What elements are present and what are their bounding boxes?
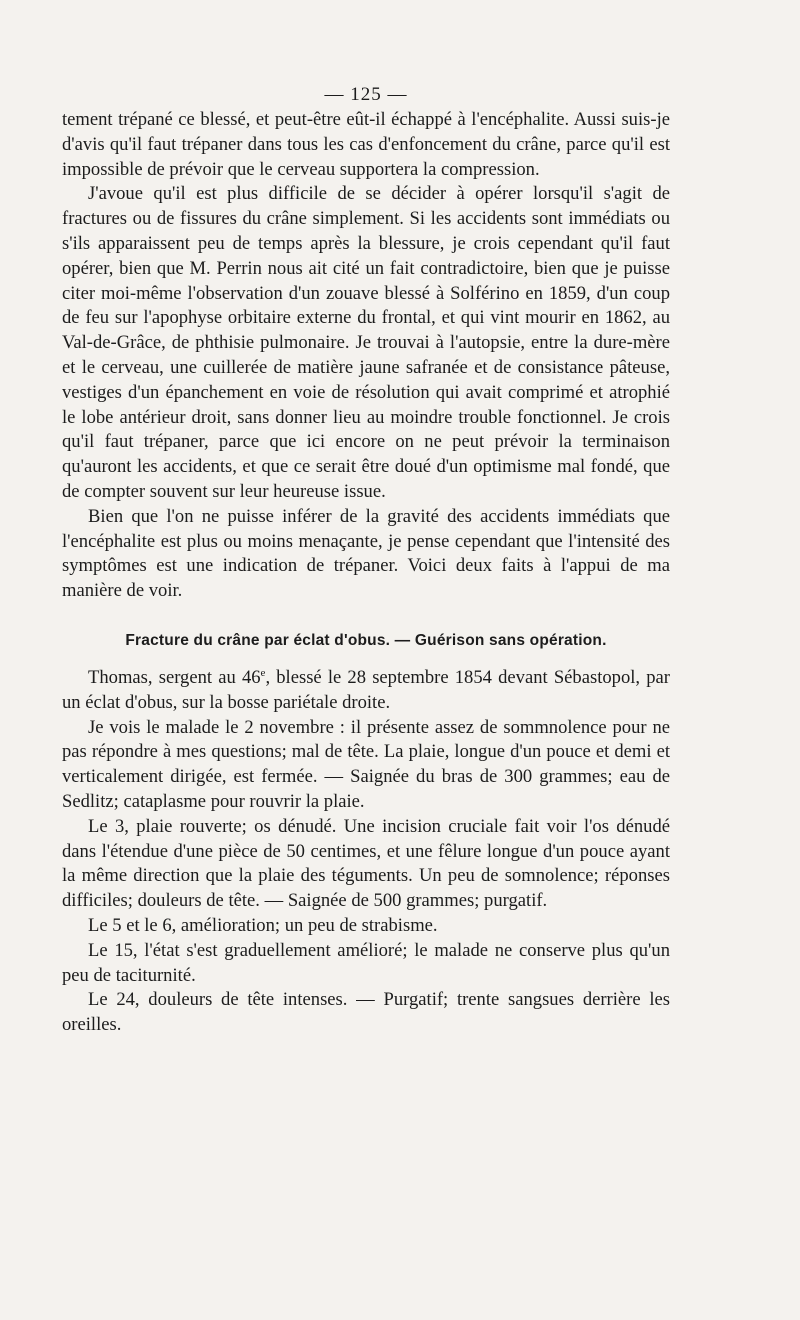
case-entry-day5-6: Le 5 et le 6, amélioration; un peu de strabisme. bbox=[88, 914, 438, 936]
case-intro-paragraph bbox=[62, 666, 670, 716]
section-heading: Fracture du crâne par éclat d'obus. — Guérison sans opération. bbox=[125, 631, 607, 649]
case-entry-day3: Le 3, plaie rouverte; os dénudé. Une incision cruciale fait voir l'os dénudé dans l'étendue d'une pièce de 50 centimes, et une fêlure longue d'un pouce ayant la même direction que la plaie des téguments. Un peu de somnolence; réponses difficiles; douleurs de tête. — Saignée de 500 grammes; purgatif. bbox=[62, 815, 670, 912]
page-number: — 125 — bbox=[324, 84, 408, 105]
paragraph-indication: Bien que l'on ne puisse inférer de la gravité des accidents immédiats que l'encéphalite est plus ou moins menaçante, je pense cependant que l'intensité des symptômes est une indication de trépaner. Voici deux faits à l'appui de ma manière de voir. bbox=[62, 505, 670, 602]
case-entry-day15: Le 15, l'état s'est graduellement amélioré; le malade ne conserve plus qu'un peu de taciturnité. bbox=[62, 939, 670, 986]
case-entry-nov2: Je vois le malade le 2 novembre : il présente assez de sommnolence pour ne pas répondre à mes questions; mal de tête. La plaie, longue d'un pouce et demi et verticalement dirigée, est fermée. — Saignée du bras de 300 grammes; eau de Sedlitz; cataplasme pour rouvrir la plaie. bbox=[62, 716, 670, 812]
paragraph-continuation: tement trépané ce blessé, et peut-être eût-il échappé à l'encéphalite. Aussi suis-je d'avis qu'il faut trépaner dans tous les cas d'enfoncement du crâne, parce qu'il est impossible de prévoir que le cerveau supportera la compression. bbox=[62, 109, 670, 180]
paragraph-fractures: J'avoue qu'il est plus difficile de se décider à opérer lorsqu'il s'agit de fractures ou de fissures du crâne simplement. Si les accidents sont immédiats ou s'ils apparaissent peu de temps après la blessure, je crois cependant qu'il faut opérer, bien que M. Perrin nous ait cité un fait contradictoire, bien que je puisse citer moi-même l'observation d'un zouave blessé à Solférino en 1859, d'un coup de feu sur l'apophyse orbitaire externe du frontal, et qui vint mourir en 1862, au Val-de-Grâce, de phthisie pulmonaire. Je trouvai à l'autopsie, entre la dure-mère et le cerveau, une cuillerée de matière jaune safranée et de consistance pâteuse, vestiges d'un épanchement en voie de résolution qui avait comprimé et atrophié le lobe antérieur droit, sans donner lieu au moindre trouble fonctionnel. Je crois qu'il faut trépaner, parce que ici encore on ne peut prévoir la terminaison qu'auront les accidents, et que ce serait être doué d'un optimisme mal fondé, que de compter souvent sur leur heureuse issue. bbox=[62, 183, 670, 502]
case-entry-day24: Le 24, douleurs de tête intenses. — Purgatif; trente sangsues derrière les oreilles. bbox=[62, 989, 670, 1036]
case-intro-text: Thomas, sergent au 46 bbox=[88, 666, 261, 688]
ordinal-superscript: e bbox=[260, 666, 266, 679]
case-intro-text-rest: , blessé le 28 septembre 1854 devant Sébastopol, par un éclat d'obus, sur la bosse pariétale droite. bbox=[62, 666, 670, 713]
